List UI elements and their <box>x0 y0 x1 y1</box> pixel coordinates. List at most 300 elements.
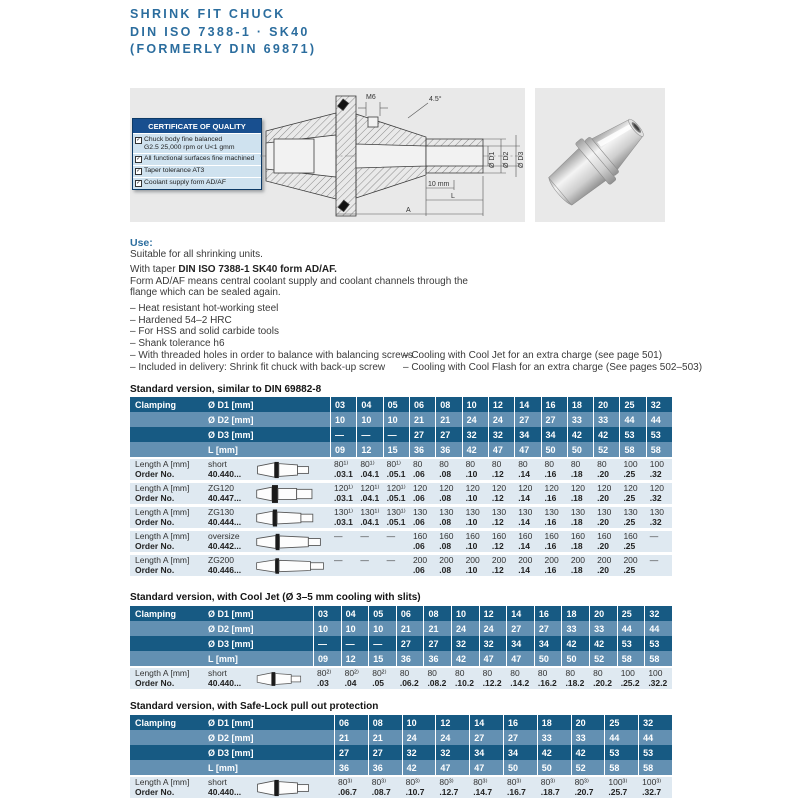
value-cell <box>409 531 435 552</box>
header-value-cell: 53 <box>604 745 638 760</box>
length-value: 80³⁾ <box>473 777 488 787</box>
header-value-cell: 47 <box>469 760 503 775</box>
variant-icon-cell <box>255 507 330 528</box>
order-suffix: .16 <box>544 468 557 479</box>
order-suffix: .16.2 <box>537 677 557 688</box>
length-value: 80²⁾ <box>344 668 359 678</box>
order-suffix: .06 <box>412 516 425 527</box>
table-header-row <box>130 621 672 636</box>
value-cell <box>619 483 645 504</box>
header-value-cell: 58 <box>619 442 645 457</box>
header-value-cell: 08 <box>423 606 451 621</box>
length-value: 80 <box>427 668 437 678</box>
value-cell <box>330 459 356 480</box>
header-value-cell: 12 <box>356 442 382 457</box>
value-cell <box>646 507 672 528</box>
value-cell <box>646 531 672 552</box>
header-value-cell: 36 <box>409 442 435 457</box>
header-value-cell: 24 <box>479 621 507 636</box>
length-value: 100 <box>649 459 664 469</box>
length-a-label: Length A [mm] <box>135 507 190 517</box>
length-value: 120¹⁾ <box>386 483 406 493</box>
clamping-label <box>130 651 208 666</box>
table-header-row <box>130 427 672 442</box>
order-suffix: .25 <box>623 564 636 575</box>
checkbox-icon: ✓ <box>136 156 141 163</box>
length-value: 130¹⁾ <box>360 507 380 517</box>
checkbox-icon: ✓ <box>136 136 141 143</box>
value-cell <box>409 555 435 576</box>
chuck-short-icon <box>255 778 323 798</box>
length-value: 120 <box>597 483 612 493</box>
value-cell <box>619 507 645 528</box>
header-value-cell: 50 <box>503 760 537 775</box>
order-suffix: .20 <box>597 468 609 479</box>
length-value: 80 <box>518 459 528 469</box>
value-cell <box>589 668 617 689</box>
header-value-cell: 33 <box>593 412 619 427</box>
value-cell <box>313 668 341 689</box>
value-cell <box>368 777 402 798</box>
length-a-label: Length A [mm] <box>135 668 190 678</box>
chuck-zg120-icon <box>255 484 323 504</box>
length-value: 120 <box>439 483 454 493</box>
table-2-caption: Standard version, with Cool Jet (Ø 3–5 mm cooling with slits) <box>130 592 421 603</box>
dimension-label: Ø D1 [mm] <box>208 608 254 619</box>
header-value-cell: 05 <box>383 397 409 412</box>
header-value-cell: 32 <box>644 606 672 621</box>
table-header-row <box>130 760 672 775</box>
length-a-label: Length A [mm] <box>135 777 190 787</box>
value-cell <box>617 668 645 689</box>
value-cell <box>409 507 435 528</box>
header-value-cell: 05 <box>368 606 396 621</box>
value-cell <box>567 459 593 480</box>
list-line: – Hardened 54–2 HRC <box>130 314 232 326</box>
header-value-cell: 52 <box>593 442 619 457</box>
order-no-label: Order No. <box>135 677 175 688</box>
certificate-item <box>133 153 261 165</box>
header-value-cell: 27 <box>469 730 503 745</box>
header-value-cell: 44 <box>617 621 645 636</box>
value-cell <box>383 531 409 552</box>
feature-list-right <box>403 350 702 373</box>
value-cell <box>541 531 567 552</box>
value-cell <box>356 507 382 528</box>
variant-icon-cell <box>255 483 330 504</box>
variant-cell <box>208 777 255 798</box>
order-prefix: 40.446... <box>208 564 242 575</box>
value-cell <box>514 531 540 552</box>
value-cell <box>383 483 409 504</box>
length-value: 80 <box>593 668 603 678</box>
value-cell <box>383 507 409 528</box>
value-cell <box>409 483 435 504</box>
value-cell <box>514 507 540 528</box>
certificate-item-text: Taper tolerance AT3 <box>144 167 205 175</box>
value-cell <box>619 531 645 552</box>
length-value: 80¹⁾ <box>360 459 375 469</box>
page-title <box>130 6 316 59</box>
order-suffix: .06.7 <box>338 786 357 797</box>
chuck-oversize-icon <box>255 532 329 552</box>
value-cell <box>506 668 534 689</box>
header-value-cell: 27 <box>503 730 537 745</box>
value-cell <box>593 459 619 480</box>
header-value-cell: 42 <box>561 636 589 651</box>
length-value: 80 <box>537 668 548 678</box>
header-value-cell: 47 <box>514 442 540 457</box>
length-value: 200 <box>518 555 533 565</box>
header-value-cell: 34 <box>514 427 540 442</box>
certificate-item <box>133 165 261 177</box>
length-value: 80 <box>544 459 554 469</box>
length-value: 160 <box>518 531 533 541</box>
length-value: 130 <box>491 507 507 517</box>
header-value-cell: 53 <box>644 636 672 651</box>
table-data-row <box>130 775 672 798</box>
length-value: 130 <box>623 507 638 517</box>
value-cell <box>567 507 593 528</box>
header-value-cell: 32 <box>479 636 507 651</box>
certificate-items <box>133 133 261 189</box>
header-value-cell: 12 <box>479 606 507 621</box>
taper-prefix: With taper <box>130 264 179 275</box>
value-cell <box>462 507 488 528</box>
header-value-cell: 33 <box>537 730 571 745</box>
length-value: 80 <box>412 459 423 469</box>
use-text: Suitable for all shrinking units. <box>130 249 263 260</box>
header-value-cell: 18 <box>567 397 593 412</box>
header-value-cell: 33 <box>589 621 617 636</box>
header-value-cell: 14 <box>506 606 534 621</box>
header-value-cell: — <box>368 636 396 651</box>
length-value: 80 <box>491 459 502 469</box>
value-cell <box>503 777 537 798</box>
dimension-label: Ø D2 [mm] <box>208 414 254 425</box>
order-suffix: .32 <box>649 492 662 503</box>
order-suffix: .10 <box>465 564 478 575</box>
feature-list-left <box>130 303 413 373</box>
header-value-cell: 10 <box>356 412 382 427</box>
header-value-cell: 14 <box>514 397 540 412</box>
header-value-cell: 52 <box>571 760 605 775</box>
header-value-cell: 53 <box>619 427 645 442</box>
length-value: 80²⁾ <box>317 668 332 678</box>
length-a-label: Length A [mm] <box>135 555 190 565</box>
value-cell <box>383 555 409 576</box>
header-value-cell: 27 <box>396 636 424 651</box>
order-suffix: .32.7 <box>642 786 662 797</box>
header-value-cell: 10 <box>451 606 479 621</box>
header-value-cell: 42 <box>537 745 571 760</box>
list-line: – Shank tolerance h6 <box>130 338 225 350</box>
order-suffix: .20 <box>597 564 609 575</box>
header-value-cell: — <box>341 636 369 651</box>
order-suffix: .08 <box>439 540 452 551</box>
length-value: — <box>386 531 396 541</box>
table-header-row <box>130 715 672 730</box>
value-cell <box>534 668 562 689</box>
dimension-label: L [mm] <box>208 653 238 664</box>
value-cell <box>541 459 567 480</box>
length-value: 120 <box>623 483 638 493</box>
length-value: 130 <box>412 507 428 517</box>
dimension-label: Ø D3 [mm] <box>208 747 254 758</box>
order-suffix: .03.1 <box>334 516 353 527</box>
variant-cell <box>208 531 255 552</box>
length-value: 160 <box>570 531 585 541</box>
value-cell <box>462 459 488 480</box>
length-value: 80 <box>439 459 449 469</box>
value-cell <box>341 668 369 689</box>
order-suffix: .04 <box>344 677 357 688</box>
header-value-cell: 44 <box>619 412 645 427</box>
order-suffix: .14 <box>518 516 531 527</box>
header-value-cell: 36 <box>334 760 368 775</box>
table-data-row <box>130 528 672 552</box>
value-cell <box>604 777 638 798</box>
order-suffix: .10 <box>465 468 478 479</box>
use-heading: Use: <box>130 237 153 249</box>
length-value: 200 <box>544 555 559 565</box>
order-suffix: .05.1 <box>386 468 406 479</box>
header-value-cell: 03 <box>330 397 356 412</box>
length-value: 130 <box>518 507 533 517</box>
length-value: 100 <box>648 668 663 678</box>
order-suffix: .18 <box>570 516 583 527</box>
value-cell <box>435 483 461 504</box>
table-data-row <box>130 504 672 528</box>
order-suffix: .16 <box>544 492 557 503</box>
order-suffix: .08.7 <box>371 786 391 797</box>
order-suffix: .32 <box>649 516 662 527</box>
order-suffix: .14.2 <box>510 677 530 688</box>
header-value-cell: 42 <box>571 745 605 760</box>
length-value: 130 <box>465 507 480 517</box>
header-value-cell: 32 <box>451 636 479 651</box>
certificate-item-row <box>135 155 259 163</box>
length-value: — <box>360 531 369 541</box>
length-value: 80 <box>565 668 575 678</box>
dimension-label: Ø D3 [mm] <box>208 638 254 649</box>
length-value: — <box>649 531 659 541</box>
header-value-cell: 06 <box>396 606 424 621</box>
table-header-row <box>130 636 672 651</box>
length-value: 200 <box>412 555 428 565</box>
length-value: 80³⁾ <box>405 777 420 787</box>
length-value: 130¹⁾ <box>386 507 406 517</box>
header-value-cell: 58 <box>638 760 672 775</box>
header-value-cell: 15 <box>368 651 396 666</box>
header-value-cell: 53 <box>617 636 645 651</box>
length-value: 130 <box>597 507 612 517</box>
clamping-label <box>130 636 208 651</box>
header-value-cell: 10 <box>313 621 341 636</box>
metric-cell <box>130 777 208 798</box>
header-value-cell: 34 <box>534 636 562 651</box>
length-a-label: Length A [mm] <box>135 483 190 493</box>
order-suffix: .20.2 <box>593 677 612 688</box>
clamping-label <box>130 412 208 427</box>
length-value: 80²⁾ <box>372 668 387 678</box>
order-suffix: .10.7 <box>405 786 425 797</box>
header-value-cell: 16 <box>534 606 562 621</box>
dimension-label: Ø D1 [mm] <box>208 399 254 410</box>
length-value: 80 <box>570 459 581 469</box>
header-value-cell: 08 <box>368 715 402 730</box>
clamping-label <box>130 442 208 457</box>
header-value-cell: 21 <box>368 730 402 745</box>
table-header-row <box>130 412 672 427</box>
table-header-row <box>130 745 672 760</box>
order-suffix: .14.7 <box>473 786 493 797</box>
length-value: — <box>386 555 396 565</box>
order-suffix: .03.1 <box>334 492 353 503</box>
order-suffix: .25 <box>623 516 636 527</box>
header-value-cell: 04 <box>356 397 382 412</box>
value-cell <box>488 483 514 504</box>
length-value: 80 <box>510 668 520 678</box>
clamping-label: Clamping <box>135 717 177 728</box>
value-cell <box>593 483 619 504</box>
variant-name: ZG120 <box>208 483 234 493</box>
table-cool-jet-version <box>130 606 672 689</box>
metric-cell <box>130 459 208 480</box>
header-value-cell: 53 <box>646 427 672 442</box>
value-cell <box>435 777 469 798</box>
dimension-label: Ø D2 [mm] <box>208 623 254 634</box>
value-cell <box>514 459 540 480</box>
header-value-cell: 21 <box>409 412 435 427</box>
list-line: – For HSS and solid carbide tools <box>130 326 279 338</box>
value-cell <box>330 483 356 504</box>
value-cell <box>462 531 488 552</box>
order-suffix: .12 <box>491 516 504 527</box>
order-suffix: .14 <box>518 564 531 575</box>
metric-cell <box>130 555 208 576</box>
value-cell <box>462 483 488 504</box>
length-value: 130 <box>570 507 585 517</box>
order-suffix: .10 <box>465 540 478 551</box>
header-value-cell: 58 <box>644 651 672 666</box>
variant-name: oversize <box>208 531 240 541</box>
header-value-cell: 34 <box>541 427 567 442</box>
header-value-cell: 27 <box>534 621 562 636</box>
order-suffix: .03 <box>317 677 329 688</box>
length-value: — <box>360 555 369 565</box>
order-suffix: .16 <box>544 516 557 527</box>
length-value: 130 <box>649 507 664 517</box>
table-header-row <box>130 606 672 621</box>
header-value-cell: 58 <box>646 442 672 457</box>
length-value: 80¹⁾ <box>334 459 349 469</box>
variant-cell <box>208 459 255 480</box>
order-prefix: 40.444... <box>208 516 242 527</box>
header-value-cell: 25 <box>604 715 638 730</box>
header-value-cell: 32 <box>646 397 672 412</box>
table-data-row <box>130 457 672 480</box>
order-suffix: .25 <box>623 468 636 479</box>
header-value-cell: 24 <box>402 730 436 745</box>
value-cell <box>619 555 645 576</box>
taper-line <box>130 264 468 276</box>
header-value-cell: 27 <box>423 636 451 651</box>
header-value-cell: 24 <box>462 412 488 427</box>
length-value: 160 <box>439 531 454 541</box>
technical-drawing-panel <box>130 88 525 222</box>
header-value-cell: 27 <box>506 621 534 636</box>
header-value-cell: 08 <box>435 397 461 412</box>
header-value-cell: 06 <box>409 397 435 412</box>
value-cell <box>435 555 461 576</box>
d2-label: Ø D2 <box>503 151 510 168</box>
header-value-cell: 32 <box>488 427 514 442</box>
order-prefix: 40.440... <box>208 468 242 479</box>
order-suffix: .18 <box>570 468 583 479</box>
header-value-cell: 42 <box>451 651 479 666</box>
order-suffix: .14 <box>518 540 531 551</box>
checkbox-icon: ✓ <box>136 180 141 187</box>
certificate-of-quality-box <box>132 118 262 190</box>
header-value-cell: 12 <box>341 651 369 666</box>
order-suffix: .32 <box>649 468 662 479</box>
length-value: 160 <box>623 531 638 541</box>
value-cell <box>488 459 514 480</box>
header-value-cell: 32 <box>638 715 672 730</box>
metric-cell <box>130 507 208 528</box>
a-label: A <box>406 207 411 214</box>
clamping-label <box>130 760 208 775</box>
header-value-cell: 03 <box>313 606 341 621</box>
value-cell <box>356 531 382 552</box>
checkbox-icon: ✓ <box>136 168 141 175</box>
list-line: – Cooling with Cool Flash for an extra charge (See pages 502–503) <box>403 361 703 373</box>
value-cell <box>330 555 356 576</box>
order-no-label: Order No. <box>135 540 175 551</box>
order-suffix: .08 <box>439 564 452 575</box>
header-value-cell: 20 <box>571 715 605 730</box>
chuck-short-icon <box>255 669 313 689</box>
length-a-label: Length A [mm] <box>135 459 190 469</box>
m6-label: M6 <box>366 94 376 101</box>
value-cell <box>541 555 567 576</box>
value-cell <box>619 459 645 480</box>
table-header-row <box>130 651 672 666</box>
value-cell <box>409 459 435 480</box>
value-cell <box>451 668 479 689</box>
table-header-row <box>130 397 672 412</box>
header-value-cell: 10 <box>341 621 369 636</box>
length-value: 200 <box>439 555 454 565</box>
header-value-cell: 32 <box>435 745 469 760</box>
order-suffix: .06.2 <box>399 677 419 688</box>
value-cell <box>435 531 461 552</box>
header-value-cell: 44 <box>638 730 672 745</box>
header-value-cell: 42 <box>402 760 436 775</box>
value-cell <box>561 668 589 689</box>
header-value-cell: 24 <box>488 412 514 427</box>
order-suffix: .12 <box>491 564 504 575</box>
length-value: 200 <box>465 555 480 565</box>
length-value: 120 <box>570 483 585 493</box>
variant-cell <box>208 555 255 576</box>
list-line: – Heat resistant hot-working steel <box>130 303 279 314</box>
length-value: 160 <box>465 531 480 541</box>
order-suffix: .10 <box>465 516 478 527</box>
table-data-row <box>130 552 672 576</box>
header-value-cell: — <box>356 427 382 442</box>
